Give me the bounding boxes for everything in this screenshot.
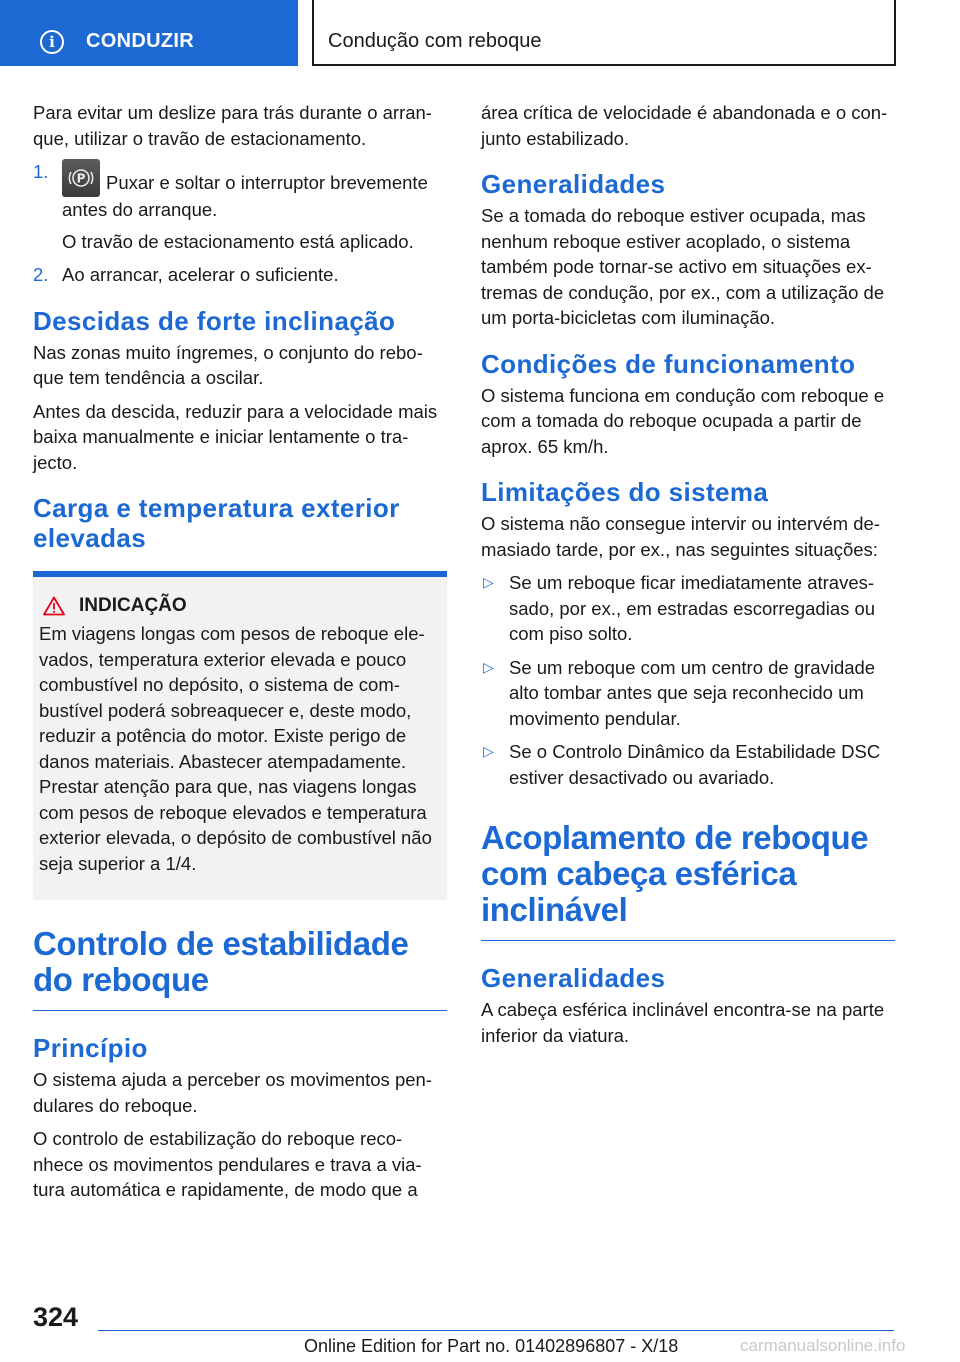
- continued-paragraph: área crítica de velocidade é abandonada e o con-junto estabilizado.: [481, 102, 888, 149]
- notice-title: INDICAÇÃO: [79, 595, 187, 616]
- condicoes-paragraph: O sistema funciona em condução com reboque e com a tomada do reboque ocupada a partir de aprox. 65 km/h.: [481, 384, 885, 457]
- step-text: Puxar e soltar o interruptor brevemente antes do arranque.: [62, 172, 428, 220]
- notice-box: [33, 571, 447, 900]
- list-item: [481, 739, 895, 790]
- heading-limitacoes: Limitações do sistema: [481, 477, 769, 507]
- step-text: Ao arrancar, acelerar o suficiente.: [62, 264, 339, 285]
- list-item: [481, 655, 895, 732]
- info-icon: i: [40, 30, 64, 54]
- parking-brake-switch-icon: [62, 159, 100, 197]
- limitacoes-paragraph: O sistema não consegue intervir ou intervém de-masiado tarde, por ex., nas seguintes situações:: [481, 513, 880, 560]
- heading-generalidades: Generalidades: [481, 169, 666, 199]
- intro-paragraph: Para evitar um deslize para trás durante o arran-que, utilizar o travão de estacionamento.: [33, 102, 432, 149]
- step-result: O travão de estacionamento está aplicado.: [62, 230, 414, 252]
- step-number: 2.: [33, 264, 49, 285]
- footer-divider: [98, 1330, 894, 1331]
- list-item-text: Se um reboque ficar imediatamente atraves-sado, por ex., em estradas escorregadias ou com piso solto.: [509, 572, 876, 644]
- heading-generalidades-2: Generalidades: [481, 963, 666, 993]
- heading-principio: Princípio: [33, 1033, 148, 1063]
- section-tab: [0, 0, 298, 66]
- section-label: CONDUZIR: [86, 30, 194, 52]
- warning-triangle-icon: [43, 596, 65, 616]
- watermark-text: carmanualsonline.info: [740, 1336, 906, 1355]
- chapter-title: Condução com reboque: [328, 30, 542, 52]
- footer-edition: Online Edition for Part no. 01402896807 - X/18: [304, 1336, 679, 1356]
- notice-text: Em viagens longas com pesos de reboque ele-vados, temperatura exterior elevada e pouco combustível no depósito, o sistema de com-bustível poderá sobreaquecer e, deste modo, reduzir a potência do motor. Existe perigo de danos materiais. Abastecer atempadamente. Prestar atenção para que, nas viagens longas com pesos de reboque elevados e temperatura exterior elevada, o depósito de combustível não seja superior a 1/4.: [39, 623, 432, 874]
- bullet-triangle-icon: ▷: [483, 574, 494, 590]
- step-1: [33, 159, 447, 254]
- right-column: [481, 100, 895, 1056]
- section-heading-block: [33, 926, 447, 1011]
- page-number: 324: [33, 1302, 79, 1332]
- bullet-triangle-icon: ▷: [483, 743, 494, 759]
- bullet-triangle-icon: ▷: [483, 658, 494, 675]
- list-item-text: Se um reboque com um centro de gravidade alto tombar antes que seja reconhecido um movimento pendular.: [509, 656, 876, 729]
- left-column: [33, 100, 447, 1211]
- chapter-header: [312, 0, 896, 66]
- heading-carga: Carga e temperatura exterior elevadas: [33, 493, 400, 553]
- descidas-paragraph-1: Nas zonas muito íngremes, o conjunto do rebo-que tem tendência a oscilar.: [33, 341, 423, 388]
- step-number: 1.: [33, 161, 49, 182]
- descidas-paragraph-2: Antes da descida, reduzir para a velocidade mais baixa manualmente e iniciar lentamente o tra-jecto.: [33, 400, 438, 473]
- principio-paragraph-2: O controlo de estabilização do reboque reco-nhece os movimentos pendulares e trava a via-tura automática e rapidamente, de modo que a: [33, 1128, 422, 1200]
- list-item: [481, 570, 895, 647]
- step-2: [33, 262, 447, 288]
- heading-condicoes: Condições de funcionamento: [481, 348, 856, 379]
- svg-text:P: P: [76, 171, 86, 186]
- list-item-text: Se o Controlo Dinâmico da Estabilidade DSC estiver desactivado ou avariado.: [509, 741, 881, 788]
- heading-acoplamento: Acoplamento de reboque com cabeça esférica inclinável: [481, 819, 869, 928]
- heading-controlo: Controlo de estabilidade do reboque: [33, 925, 409, 998]
- section-heading-block: [481, 820, 895, 941]
- generalidades-2-paragraph: A cabeça esférica inclinável encontra-se na parte inferior da viatura.: [481, 999, 885, 1046]
- generalidades-paragraph: Se a tomada do reboque estiver ocupada, mas nenhum reboque estiver acoplado, o sistema também pode tornar-se activo em situações ex-tremas de condução, por ex., com a utilização de um porta-bicicletas com iluminação.: [481, 205, 885, 328]
- principio-paragraph-1: O sistema ajuda a perceber os movimentos pen-dulares do reboque.: [33, 1069, 432, 1116]
- heading-descidas: Descidas de forte inclinação: [33, 305, 396, 336]
